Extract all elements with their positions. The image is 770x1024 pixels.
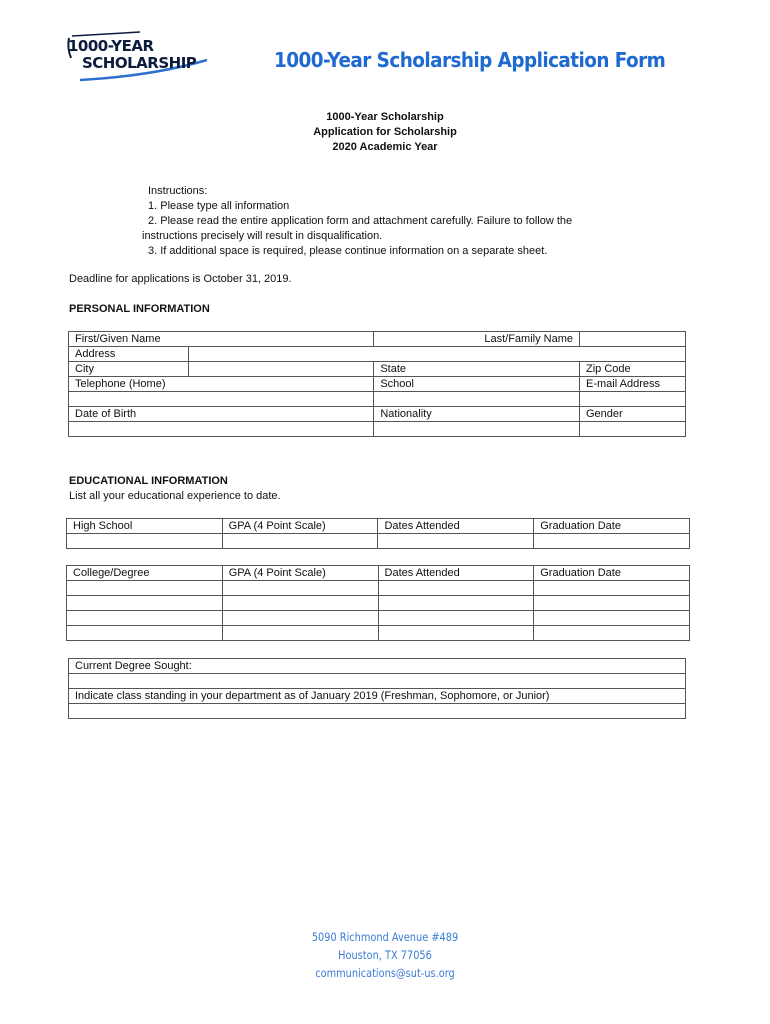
- footer-city: Houston, TX 77056: [338, 948, 432, 962]
- class-standing-label: Indicate class standing in your department as of January 2019 (Freshman, Sophomore, or Junior): [69, 689, 686, 704]
- class-standing-input[interactable]: [69, 704, 686, 719]
- zip-label: Zip Code: [580, 362, 686, 377]
- school-label: School: [374, 377, 580, 392]
- hs-dates-input[interactable]: [378, 534, 534, 549]
- high-school-input[interactable]: [67, 534, 223, 549]
- education-subheading: List all your educational experience to date.: [69, 490, 281, 502]
- telephone-label: Telephone (Home): [69, 377, 374, 392]
- college-dates-input[interactable]: [378, 596, 534, 611]
- hs-gpa-input[interactable]: [222, 534, 378, 549]
- gpa-header: GPA (4 Point Scale): [222, 519, 378, 534]
- state-label: State: [374, 362, 580, 377]
- email-label: E-mail Address: [580, 377, 686, 392]
- degree-table: [68, 658, 686, 719]
- current-degree-input[interactable]: [69, 674, 686, 689]
- college-gpa-input[interactable]: [222, 626, 378, 641]
- college-input[interactable]: [67, 596, 223, 611]
- first-name-label: First/Given Name: [69, 332, 374, 347]
- grad-header: Graduation Date: [534, 566, 690, 581]
- instructions: [142, 184, 662, 259]
- gender-label: Gender: [580, 407, 686, 422]
- dates-header: Dates Attended: [378, 566, 534, 581]
- high-school-table: [66, 518, 690, 549]
- college-input[interactable]: [67, 611, 223, 626]
- nationality-input[interactable]: [374, 422, 580, 437]
- dob-label: Date of Birth: [69, 407, 374, 422]
- school-input[interactable]: [374, 392, 580, 407]
- personal-table: [68, 331, 686, 437]
- header-line3: 2020 Academic Year: [332, 141, 438, 153]
- college-gpa-input[interactable]: [222, 611, 378, 626]
- logo-line2: SCHOLARSHIP: [82, 54, 197, 72]
- education-heading: EDUCATIONAL INFORMATION: [69, 475, 228, 487]
- college-dates-input[interactable]: [378, 626, 534, 641]
- college-input[interactable]: [67, 581, 223, 596]
- nationality-label: Nationality: [374, 407, 580, 422]
- college-gpa-input[interactable]: [222, 596, 378, 611]
- deadline-text: Deadline for applications is October 31, 2019.: [69, 273, 292, 285]
- footer-email[interactable]: communications@sut-us.org: [315, 966, 455, 980]
- instruction-1: 1. Please type all information: [148, 200, 290, 212]
- current-degree-label: Current Degree Sought:: [69, 659, 686, 674]
- hs-grad-input[interactable]: [534, 534, 690, 549]
- logo: [62, 28, 212, 84]
- college-dates-input[interactable]: [378, 581, 534, 596]
- header-line2: Application for Scholarship: [313, 126, 457, 138]
- college-grad-input[interactable]: [534, 626, 690, 641]
- last-name-input[interactable]: [580, 332, 686, 347]
- college-grad-input[interactable]: [534, 581, 690, 596]
- instruction-2: 2. Please read the entire application form and attachment carefully. Failure to follow the: [148, 215, 573, 227]
- college-dates-input[interactable]: [378, 611, 534, 626]
- logo-line1: 1000-YEAR: [68, 37, 154, 55]
- header-line1: 1000-Year Scholarship: [326, 111, 444, 123]
- high-school-header: High School: [67, 519, 223, 534]
- college-header: College/Degree: [67, 566, 223, 581]
- footer: [58, 928, 713, 982]
- last-name-label: Last/Family Name: [374, 332, 580, 347]
- city-input[interactable]: [188, 362, 374, 377]
- instructions-heading: Instructions:: [148, 185, 208, 197]
- dates-header: Dates Attended: [378, 519, 534, 534]
- address-label: Address: [69, 347, 189, 362]
- telephone-input[interactable]: [69, 392, 374, 407]
- dob-input[interactable]: [69, 422, 374, 437]
- instruction-2-cont: instructions precisely will result in disqualification.: [142, 230, 383, 242]
- college-gpa-input[interactable]: [222, 581, 378, 596]
- page-title: 1000-Year Scholarship Application Form: [274, 48, 666, 72]
- gender-input[interactable]: [580, 422, 686, 437]
- form-header: [0, 110, 770, 155]
- footer-address: 5090 Richmond Avenue #489: [311, 930, 459, 944]
- college-grad-input[interactable]: [534, 596, 690, 611]
- gpa-header: GPA (4 Point Scale): [222, 566, 378, 581]
- address-input[interactable]: [188, 347, 685, 362]
- personal-heading: PERSONAL INFORMATION: [69, 303, 210, 315]
- email-input[interactable]: [580, 392, 686, 407]
- college-table: [66, 565, 690, 641]
- college-input[interactable]: [67, 626, 223, 641]
- college-grad-input[interactable]: [534, 611, 690, 626]
- grad-header: Graduation Date: [534, 519, 690, 534]
- city-label: City: [69, 362, 189, 377]
- instruction-3: 3. If additional space is required, please continue information on a separate sheet.: [148, 245, 548, 257]
